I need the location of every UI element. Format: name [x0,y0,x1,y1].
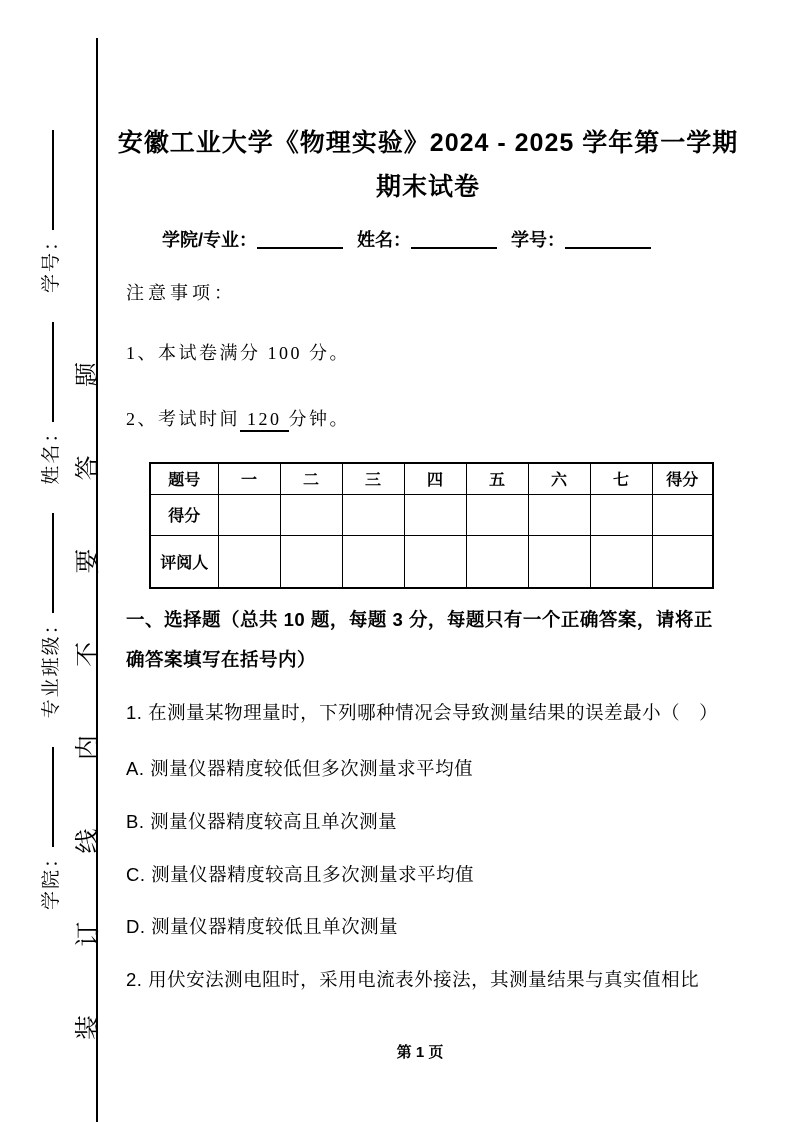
question-1-option-b: B. 测量仪器精度较高且单次测量 [126,811,398,832]
header-cell: 一 [218,463,280,494]
header-cell: 五 [466,463,528,494]
seal-field-major-class [36,513,63,718]
reviewer-row [150,535,713,588]
empty-cell [404,535,466,588]
binding-char: 订 [75,921,102,947]
header-cell: 三 [342,463,404,494]
page-number: 第 1 页 [396,1044,444,1061]
empty-cell [404,494,466,535]
empty-cell [528,535,590,588]
table-header-row [150,463,713,494]
header-cell: 六 [528,463,590,494]
header-cell: 七 [590,463,652,494]
student-id-blank [565,247,651,249]
empty-cell [342,494,404,535]
empty-cell [218,535,280,588]
seal-field-label: 专业班级： [41,613,62,719]
exam-title: 安徽工业大学《物理实验》2024 - 2025 学年第一学期 [117,129,739,157]
seal-field-label: 姓名： [41,421,62,485]
empty-cell [590,535,652,588]
name-blank [411,247,497,249]
question-1-option-d: D. 测量仪器精度较低且单次测量 [126,916,399,937]
notice-2-suffix: 分钟。 [288,409,350,429]
blank-line [52,513,54,613]
college-major-label: 学院/专业： [162,230,258,250]
exam-subtitle: 期末试卷 [375,173,480,201]
empty-cell [280,535,342,588]
section-1-heading-line-2: 确答案填写在括号内） [126,649,317,670]
empty-cell [528,494,590,535]
question-1-option-a: A. 测量仪器精度较低但多次测量求平均值 [126,758,474,779]
header-cell: 得分 [652,463,713,494]
empty-cell [280,494,342,535]
header-cell: 二 [280,463,342,494]
empty-cell [218,494,280,535]
seal-field-label: 学院： [41,846,62,910]
header-cell: 题号 [150,463,218,494]
notices-heading: 注意事项： [126,283,236,303]
question-1: 1. 在测量某物理量时，下列哪种情况会导致测量结果的误差最小（ ） [126,702,719,723]
notice-item-1: 1、本试卷满分 100 分。 [126,343,350,363]
row-label: 得分 [150,494,218,535]
empty-cell [466,494,528,535]
question-2: 2. 用伏安法测电阻时，采用电流表外接法，其测量结果与真实值相比 [126,969,700,990]
empty-cell [466,535,528,588]
seal-info-line [36,130,70,910]
seal-field-college [36,747,63,910]
blank-line [52,322,54,422]
notice-2-prefix: 2、考试时间 [126,409,240,429]
row-label: 评阅人 [150,535,218,588]
binding-warning-text [76,362,102,1040]
seal-field-name [36,322,63,485]
empty-cell [342,535,404,588]
student-info-line [162,229,665,252]
student-id-label: 学号： [511,230,566,250]
empty-cell [590,494,652,535]
binding-char: 线 [75,828,102,854]
binding-char: 不 [75,641,102,667]
section-1-heading-line-1: 一、选择题（总共 10 题，每题 3 分，每题只有一个正确答案，请将正 [126,609,713,630]
empty-cell [652,494,713,535]
score-table [149,462,714,589]
binding-char: 题 [75,362,102,388]
notice-item-2 [126,408,350,431]
blank-line [52,747,54,847]
blank-line [52,130,54,230]
college-major-blank [257,247,343,249]
name-label: 姓名： [357,230,412,250]
seal-field-student-id [36,130,63,293]
binding-char: 装 [75,1014,102,1040]
binding-char: 答 [75,455,102,481]
question-1-option-c: C. 测量仪器精度较高且多次测量求平均值 [126,864,475,885]
binding-char: 内 [75,735,102,761]
header-cell: 四 [404,463,466,494]
exam-duration-value: 120 [240,409,289,432]
score-row [150,494,713,535]
seal-field-label: 学号： [41,230,62,294]
binding-char: 要 [75,548,102,574]
empty-cell [652,535,713,588]
